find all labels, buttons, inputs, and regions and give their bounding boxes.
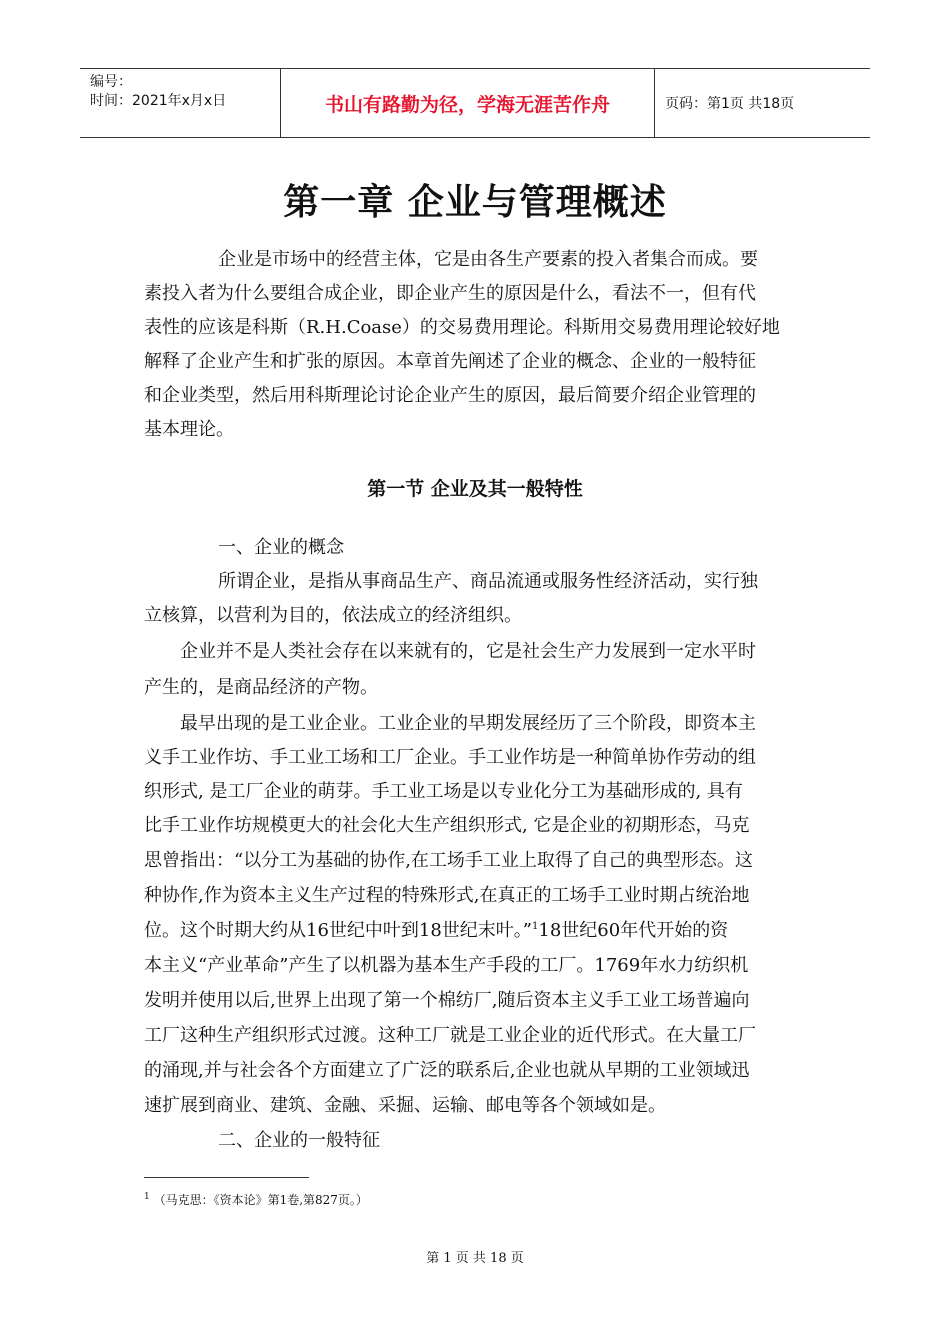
- intro-line: 企业是市场中的经营主体，它是由各生产要素的投入者集合而成。要: [218, 249, 758, 270]
- history-line: 思曾指出：“以分工为基础的协作,在工场手工业上取得了自己的典型形态。这: [144, 850, 753, 871]
- footnote-marker: 1: [144, 1192, 150, 1202]
- header-info-cell: [80, 69, 281, 137]
- page-footer: 第 1 页 共 18 页: [426, 1251, 524, 1266]
- header-table: [80, 68, 870, 138]
- history-line: 比手工业作坊规模更大的社会化大生产组织形式, 它是企业的初期形态，马克: [144, 815, 750, 836]
- history-text: 位。这个时期大约从16世纪中叶到18世纪末叶。”: [144, 920, 533, 941]
- history-text: 18世纪60年代开始的资: [538, 920, 729, 941]
- history-line: 本主义“产业革命”产生了以机器为基本生产手段的工厂。1769年水力纺织机: [144, 955, 749, 976]
- intro-line: 和企业类型，然后用科斯理论讨论企业产生的原因，最后简要介绍企业管理的: [144, 385, 756, 406]
- intro-line: 表性的应该是科斯（R.H.Coase）的交易费用理论。科斯用交易费用理论较好地: [144, 317, 780, 338]
- history-line: 织形式, 是工厂企业的萌芽。手工业工场是以专业化分工为基础形成的, 具有: [144, 781, 743, 802]
- subheading-concept: 一、企业的概念: [218, 537, 344, 558]
- footnote-ref[interactable]: 1: [532, 921, 539, 932]
- number-label: 编号：: [90, 74, 132, 90]
- subheading-features: 二、企业的一般特征: [218, 1130, 380, 1151]
- history-line: 发明并使用以后,世界上出现了第一个棉纺厂,随后资本主义手工业工场普遍向: [144, 990, 750, 1011]
- origin-line: 企业并不是人类社会存在以来就有的，它是社会生产力发展到一定水平时: [180, 641, 756, 662]
- chapter-title: 第一章 企业与管理概述: [283, 182, 667, 223]
- section-title: 第一节 企业及其一般特性: [367, 478, 583, 500]
- history-line: [144, 919, 728, 943]
- intro-line: 素投入者为什么要组合成企业，即企业产生的原因是什么，看法不一，但有代: [144, 283, 756, 304]
- footnote-text: （马克思：《资本论》第1卷,第827页。）: [153, 1193, 368, 1207]
- history-line: 的涌现,并与社会各个方面建立了广泛的联系后,企业也就从早期的工业领域迅: [144, 1060, 750, 1081]
- header-page-code: 页码：第1页 共18页: [665, 96, 795, 112]
- origin-line: 产生的，是商品经济的产物。: [144, 677, 378, 698]
- history-line: 工厂这种生产组织形式过渡。这种工厂就是工业企业的近代形式。在大量工厂: [144, 1025, 756, 1046]
- history-line: 最早出现的是工业企业。工业企业的早期发展经历了三个阶段，即资本主: [180, 713, 756, 734]
- intro-line: 基本理论。: [144, 419, 234, 440]
- history-line: 种协作,作为资本主义生产过程的特殊形式,在真正的工场手工业时期占统治地: [144, 885, 750, 906]
- history-line: 速扩展到商业、建筑、金融、采掘、运输、邮电等各个领域如是。: [144, 1095, 666, 1116]
- footnote: [144, 1189, 368, 1208]
- header-motto: 书山有路勤为径，学海无涯苦作舟: [281, 69, 655, 137]
- intro-line: 解释了企业产生和扩张的原因。本章首先阐述了企业的概念、企业的一般特征: [144, 351, 756, 372]
- definition-line: 所谓企业，是指从事商品生产、商品流通或服务性经济活动，实行独: [218, 571, 758, 592]
- definition-line: 立核算，以营利为目的，依法成立的经济组织。: [144, 605, 522, 626]
- history-line: 义手工业作坊、手工业工场和工厂企业。手工业作坊是一种简单协作劳动的组: [144, 747, 756, 768]
- footnote-divider: [144, 1177, 309, 1178]
- time-label: 时间：2021年x月x日: [90, 93, 227, 109]
